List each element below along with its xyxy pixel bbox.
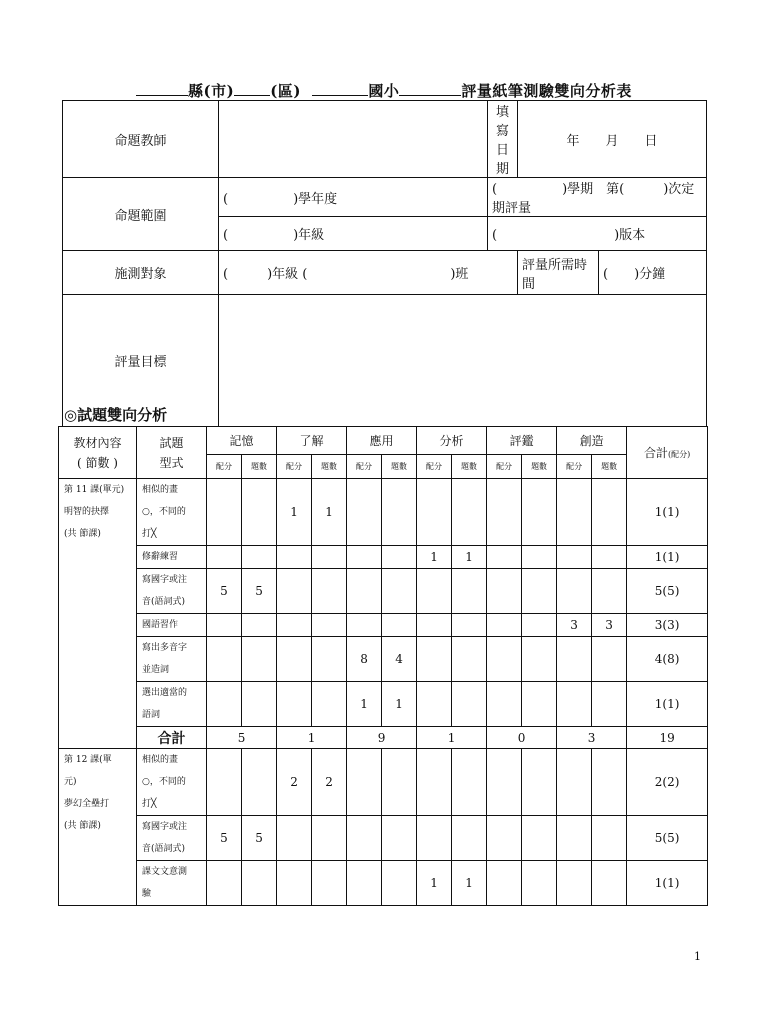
row-total: 1(1) (627, 546, 708, 569)
value-cell[interactable] (592, 479, 627, 546)
value-cell[interactable] (382, 569, 417, 614)
value-cell[interactable]: 5 (207, 569, 242, 614)
subhead-score: 配分 (417, 455, 452, 479)
item-type-line: 打╳ (142, 529, 157, 539)
unit-label-line: (共 節課) (64, 529, 101, 539)
value-cell[interactable] (417, 479, 452, 546)
row-total: 5(5) (627, 816, 708, 861)
value-cell[interactable] (452, 749, 487, 816)
value-cell[interactable] (382, 816, 417, 861)
value-cell[interactable] (277, 546, 312, 569)
head-total-suffix: (配分) (667, 450, 691, 459)
school-year-field[interactable]: ( )學年度 (219, 178, 488, 217)
item-type-line: 寫國字或注 (142, 575, 188, 585)
value-cell[interactable] (557, 569, 592, 614)
title-district: (區) (270, 82, 301, 100)
value-cell[interactable] (242, 682, 277, 727)
value-cell[interactable] (487, 682, 522, 727)
value-cell[interactable] (277, 861, 312, 906)
value-cell[interactable] (557, 546, 592, 569)
table-row (59, 569, 708, 614)
subtotal-value: 3 (557, 727, 627, 749)
value-cell[interactable] (487, 614, 522, 637)
value-cell[interactable] (312, 569, 347, 614)
head-type-line: 試題 (159, 435, 184, 450)
subtotal-value: 9 (347, 727, 417, 749)
date-field[interactable]: 年 月 日 (518, 101, 707, 178)
title-county: 縣(市) (188, 82, 235, 100)
value-cell[interactable] (277, 569, 312, 614)
value-cell[interactable]: 3 (557, 614, 592, 637)
subtotal-total: 19 (627, 727, 708, 749)
head-content (59, 427, 137, 479)
subhead-score: 配分 (487, 455, 522, 479)
value-cell[interactable] (417, 749, 452, 816)
value-cell[interactable] (592, 749, 627, 816)
value-cell[interactable] (242, 479, 277, 546)
item-type (137, 749, 207, 816)
value-cell[interactable] (347, 569, 382, 614)
subhead-score: 配分 (207, 455, 242, 479)
cat-evaluate: 評鑑 (487, 427, 557, 455)
unit-label-line: 第 11 課(單元) (64, 485, 125, 495)
cat-understand: 了解 (277, 427, 347, 455)
table-row (59, 614, 708, 637)
value-cell[interactable] (522, 816, 557, 861)
item-type-line: 國語習作 (142, 620, 179, 630)
item-type-line: 修辭練習 (142, 552, 179, 562)
goal-label: 評量目標 (63, 295, 219, 427)
value-cell[interactable]: 5 (242, 569, 277, 614)
value-cell[interactable] (417, 569, 452, 614)
item-type-line: 驗 (142, 889, 152, 899)
subhead-score: 配分 (277, 455, 312, 479)
value-cell[interactable] (242, 861, 277, 906)
cat-apply: 應用 (347, 427, 417, 455)
item-type (137, 479, 207, 546)
value-cell[interactable] (487, 749, 522, 816)
unit-label-line: 明智的抉擇 (64, 507, 110, 517)
unit-label-line: 元) (64, 777, 77, 787)
value-cell[interactable] (207, 479, 242, 546)
value-cell[interactable] (347, 614, 382, 637)
value-cell[interactable] (452, 614, 487, 637)
value-cell[interactable] (347, 749, 382, 816)
cat-create: 創造 (557, 427, 627, 455)
item-type (137, 569, 207, 614)
item-type (137, 861, 207, 906)
value-cell[interactable] (487, 816, 522, 861)
value-cell[interactable] (382, 614, 417, 637)
item-type (137, 682, 207, 727)
value-cell[interactable]: 8 (347, 637, 382, 682)
value-cell[interactable] (487, 569, 522, 614)
value-cell[interactable] (522, 637, 557, 682)
grade-field[interactable]: ( )年級 (219, 217, 488, 251)
title-school: 國小 (368, 82, 400, 100)
row-total: 2(2) (627, 749, 708, 816)
item-type-line: 寫出多音字 (142, 643, 188, 653)
value-cell[interactable] (557, 479, 592, 546)
value-cell[interactable]: 1 (417, 546, 452, 569)
time-label: 評量所需時間 (518, 251, 599, 295)
head-total (627, 427, 708, 479)
cat-memory: 記憶 (207, 427, 277, 455)
value-cell[interactable] (417, 816, 452, 861)
value-cell[interactable] (487, 861, 522, 906)
value-cell[interactable] (242, 614, 277, 637)
table-row (59, 816, 708, 861)
value-cell[interactable] (592, 816, 627, 861)
subtotal-value: 0 (487, 727, 557, 749)
value-cell[interactable] (592, 637, 627, 682)
subhead-count: 題數 (242, 455, 277, 479)
row-total: 3(3) (627, 614, 708, 637)
value-cell[interactable] (312, 682, 347, 727)
item-type-line: 音(語詞式) (142, 844, 186, 854)
subhead-count: 題數 (452, 455, 487, 479)
table-row (59, 749, 708, 816)
target-field[interactable]: ( )年級 ( )班 (219, 251, 518, 295)
value-cell[interactable] (522, 614, 557, 637)
subhead-count: 題數 (522, 455, 557, 479)
value-cell[interactable] (522, 569, 557, 614)
value-cell[interactable] (487, 479, 522, 546)
item-type (137, 546, 207, 569)
value-cell[interactable] (312, 861, 347, 906)
value-cell[interactable] (207, 682, 242, 727)
item-type-line: ○，不同的 (142, 507, 186, 517)
value-cell[interactable] (487, 546, 522, 569)
value-cell[interactable]: 1 (452, 546, 487, 569)
value-cell[interactable] (382, 479, 417, 546)
table-row (59, 637, 708, 682)
value-cell[interactable] (557, 637, 592, 682)
target-label: 施測對象 (63, 251, 219, 295)
item-type-line: 相似的畫 (142, 755, 179, 765)
item-type-line: 課文文意測 (142, 867, 188, 877)
value-cell[interactable] (592, 546, 627, 569)
value-cell[interactable]: 4 (382, 637, 417, 682)
value-cell[interactable] (347, 816, 382, 861)
subtotal-row (59, 727, 708, 749)
item-type-line: ○，不同的 (142, 777, 186, 787)
value-cell[interactable] (592, 682, 627, 727)
table-row (59, 546, 708, 569)
edition-field[interactable]: ( )版本 (488, 217, 707, 251)
cat-analyze: 分析 (417, 427, 487, 455)
value-cell[interactable] (312, 614, 347, 637)
value-cell[interactable] (242, 749, 277, 816)
subtotal-label: 合計 (137, 727, 207, 749)
value-cell[interactable]: 1 (277, 479, 312, 546)
value-cell[interactable] (592, 861, 627, 906)
item-type-line: 寫國字或注 (142, 822, 188, 832)
teacher-label: 命題教師 (63, 101, 219, 178)
value-cell[interactable] (347, 861, 382, 906)
value-cell[interactable] (417, 682, 452, 727)
row-total: 4(8) (627, 637, 708, 682)
goal-field[interactable] (219, 295, 707, 427)
value-cell[interactable]: 1 (382, 682, 417, 727)
value-cell[interactable] (452, 682, 487, 727)
unit-label-line: 第 12 課(單 (64, 755, 112, 765)
section-title: ◎試題雙向分析 (64, 406, 168, 424)
unit-label (59, 479, 137, 749)
value-cell[interactable] (277, 614, 312, 637)
value-cell[interactable]: 1 (347, 682, 382, 727)
date-label: 填寫日期 (488, 101, 518, 178)
item-type (137, 637, 207, 682)
info-table (62, 100, 707, 427)
head-type (137, 427, 207, 479)
value-cell[interactable] (557, 749, 592, 816)
table-row (59, 682, 708, 727)
scope-label: 命題範圍 (63, 178, 219, 251)
value-cell[interactable] (347, 546, 382, 569)
head-total-label: 合計 (643, 446, 668, 460)
row-total: 5(5) (627, 569, 708, 614)
value-cell[interactable]: 5 (207, 816, 242, 861)
table-row (59, 861, 708, 906)
value-cell[interactable] (277, 816, 312, 861)
semester-field[interactable]: ( )學期 第( )次定期評量 (488, 178, 707, 217)
row-total: 1(1) (627, 479, 708, 546)
page-number: 1 (694, 950, 701, 963)
value-cell[interactable]: 1 (417, 861, 452, 906)
value-cell[interactable] (277, 682, 312, 727)
subtotal-value: 5 (207, 727, 277, 749)
value-cell[interactable]: 2 (312, 749, 347, 816)
value-cell[interactable] (592, 569, 627, 614)
unit-label-line: 夢幻全壘打 (64, 799, 110, 809)
item-type (137, 614, 207, 637)
subhead-count: 題數 (312, 455, 347, 479)
value-cell[interactable] (522, 682, 557, 727)
unit-label (59, 749, 137, 906)
item-type-line: 語詞 (142, 710, 161, 720)
value-cell[interactable]: 1 (452, 861, 487, 906)
value-cell[interactable] (417, 637, 452, 682)
row-total: 1(1) (627, 861, 708, 906)
head-content-line: ( 節數 ) (77, 455, 118, 470)
subtotal-value: 1 (277, 727, 347, 749)
value-cell[interactable] (207, 749, 242, 816)
unit-label-line: (共 節課) (64, 821, 101, 831)
value-cell[interactable] (557, 682, 592, 727)
subhead-count: 題數 (592, 455, 627, 479)
title-form-name: 評量紙筆測驗雙向分析表 (461, 82, 632, 100)
value-cell[interactable] (452, 479, 487, 546)
value-cell[interactable] (242, 637, 277, 682)
teacher-field[interactable] (219, 101, 488, 178)
value-cell[interactable] (522, 546, 557, 569)
value-cell[interactable] (487, 637, 522, 682)
item-type-line: 選出適當的 (142, 688, 188, 698)
subhead-score: 配分 (557, 455, 592, 479)
table-row (59, 479, 708, 546)
item-type (137, 816, 207, 861)
value-cell[interactable]: 2 (277, 749, 312, 816)
value-cell[interactable] (557, 816, 592, 861)
value-cell[interactable] (452, 569, 487, 614)
analysis-table (58, 426, 708, 906)
value-cell[interactable] (452, 637, 487, 682)
value-cell[interactable] (382, 546, 417, 569)
head-content-line: 教材內容 (73, 435, 122, 450)
value-cell[interactable] (207, 637, 242, 682)
value-cell[interactable] (417, 614, 452, 637)
value-cell[interactable] (522, 861, 557, 906)
value-cell[interactable] (452, 816, 487, 861)
value-cell[interactable] (207, 546, 242, 569)
value-cell[interactable] (312, 816, 347, 861)
value-cell[interactable] (382, 861, 417, 906)
value-cell[interactable] (347, 479, 382, 546)
value-cell[interactable]: 5 (242, 816, 277, 861)
time-field[interactable]: ( )分鐘 (599, 251, 707, 295)
subtotal-value: 1 (417, 727, 487, 749)
value-cell[interactable] (242, 546, 277, 569)
value-cell[interactable] (522, 749, 557, 816)
item-type-line: 並造詞 (142, 665, 170, 675)
subhead-score: 配分 (347, 455, 382, 479)
subhead-count: 題數 (382, 455, 417, 479)
head-type-line: 型式 (159, 455, 184, 470)
item-type-line: 打╳ (142, 799, 157, 809)
page-title (0, 80, 768, 101)
value-cell[interactable] (382, 749, 417, 816)
item-type-line: 相似的畫 (142, 485, 179, 495)
row-total: 1(1) (627, 682, 708, 727)
value-cell[interactable] (312, 637, 347, 682)
value-cell[interactable] (207, 614, 242, 637)
value-cell[interactable] (522, 479, 557, 546)
value-cell[interactable]: 1 (312, 479, 347, 546)
value-cell[interactable] (207, 861, 242, 906)
item-type-line: 音(語詞式) (142, 597, 186, 607)
value-cell[interactable] (277, 637, 312, 682)
value-cell[interactable] (312, 546, 347, 569)
value-cell[interactable] (557, 861, 592, 906)
value-cell[interactable]: 3 (592, 614, 627, 637)
